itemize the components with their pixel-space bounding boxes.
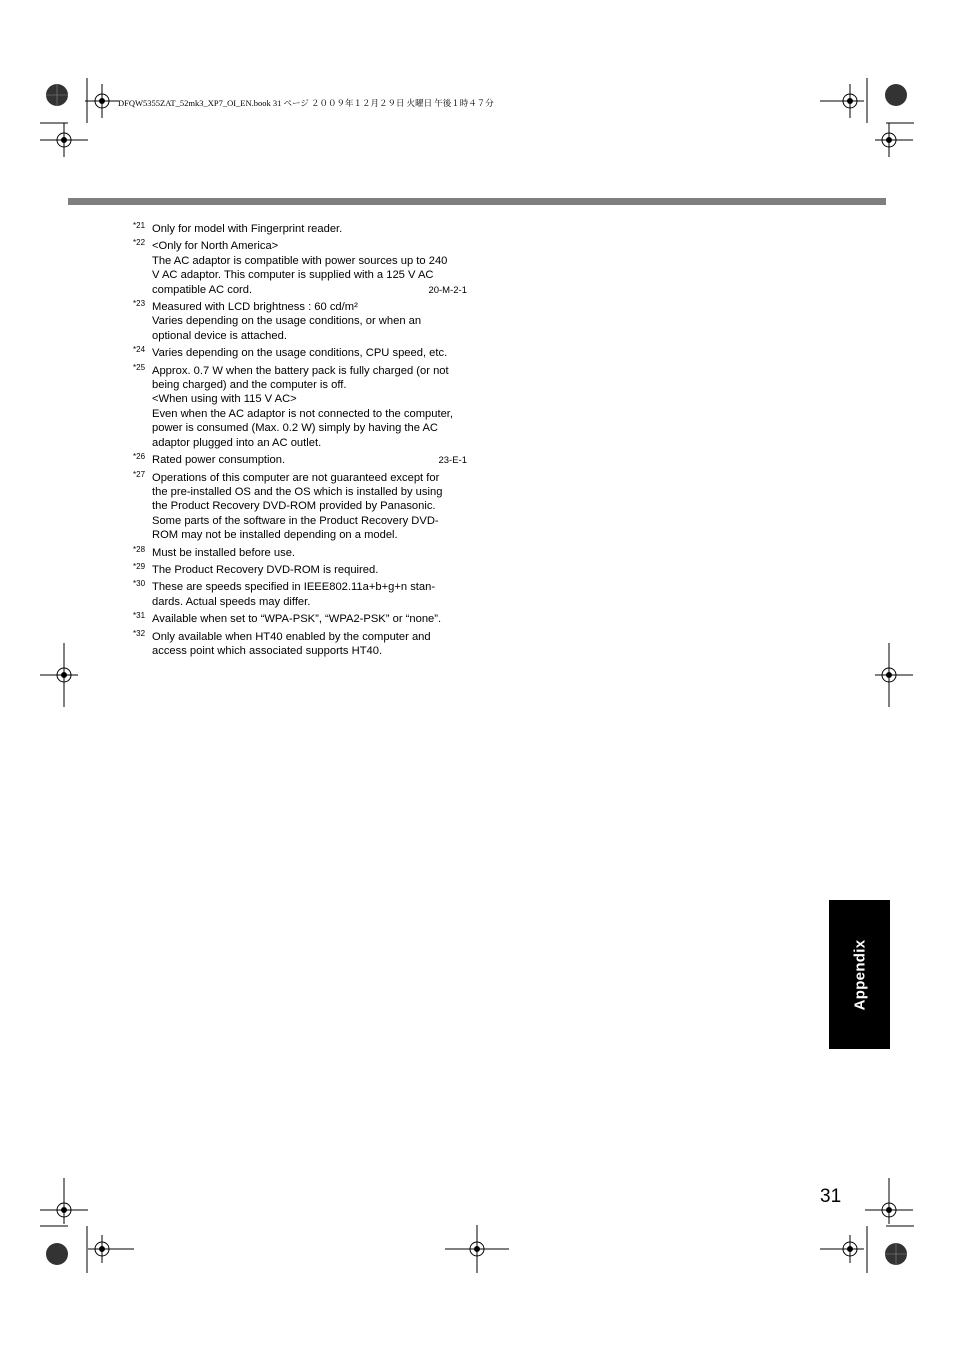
print-info-header: DFQW5355ZAT_52mk3_XP7_OI_EN.book 31 ページ ２００９年１２月２９日 火曜日 午後１時４７分 xyxy=(118,98,494,108)
footnote-item xyxy=(133,563,473,577)
footnote-item xyxy=(133,580,473,609)
footnote-text-line: Must be installed before use. xyxy=(152,546,296,559)
footnote-reference-code: 20-M-2-1 xyxy=(428,284,467,296)
footnote-text-line: ROM may not be installed depending on a model. xyxy=(152,529,398,542)
footnote-text-line: Only available when HT40 enabled by the computer and xyxy=(152,630,431,643)
footnote-number: *32 xyxy=(133,628,146,638)
footnote-number: *28 xyxy=(133,544,146,554)
footnote-text-line: Varies depending on the usage conditions, CPU speed, etc. xyxy=(152,347,448,360)
footnote-text-line: adaptor plugged into an AC outlet. xyxy=(152,436,322,449)
footnote-number: *24 xyxy=(133,345,146,355)
footnote-text-line: The AC adaptor is compatible with power sources up to 240 xyxy=(152,254,448,267)
footnote-text-line: V AC adaptor. This computer is supplied with a 125 V AC xyxy=(152,269,434,282)
footnote-text-line: compatible AC cord. xyxy=(152,283,253,296)
footnote-text-line: access point which associated supports HT40. xyxy=(152,644,383,657)
footnote-item xyxy=(133,453,473,467)
footnote-item xyxy=(133,300,473,343)
footnote-text-line: Varies depending on the usage conditions, or when an xyxy=(152,315,422,328)
footnote-text-line: power is consumed (Max. 0.2 W) simply by having the AC xyxy=(152,422,439,435)
footnote-text-line: Measured with LCD brightness : 60 cd/m² xyxy=(152,301,358,314)
footnote-text-line: <Only for North America> xyxy=(152,240,279,253)
footnote-item xyxy=(133,630,473,659)
footnote-text-line: being charged) and the computer is off. xyxy=(152,379,347,392)
footnote-text-line: dards. Actual speeds may differ. xyxy=(152,595,311,608)
footnotes-list xyxy=(133,222,473,661)
footnote-text-line: the Product Recovery DVD-ROM provided by Panasonic. xyxy=(152,500,436,513)
footnote-item xyxy=(133,222,473,236)
footnote-text-line: Only for model with Fingerprint reader. xyxy=(152,223,343,235)
footnote-text-line: The Product Recovery DVD-ROM is required. xyxy=(152,563,379,576)
footnote-number: *30 xyxy=(133,579,146,589)
footnote-number: *27 xyxy=(133,469,146,479)
footnote-text-line: Rated power consumption. xyxy=(152,454,286,467)
footnote-item xyxy=(133,239,473,297)
section-tab xyxy=(829,900,890,1049)
header-rule xyxy=(68,198,886,205)
footnote-text-line: the pre-installed OS and the OS which is installed by using xyxy=(152,485,443,498)
footnote-number: *22 xyxy=(133,238,146,248)
footnote-number: *26 xyxy=(133,452,146,462)
footnote-text-line: Operations of this computer are not guaranteed except for xyxy=(152,471,440,484)
footnote-item xyxy=(133,364,473,450)
footnote-item xyxy=(133,346,473,360)
page-number: 31 xyxy=(820,1186,842,1207)
footnote-number: *21 xyxy=(133,221,146,230)
footnote-text-line: Approx. 0.7 W when the battery pack is fully charged (or not xyxy=(152,364,449,377)
footnote-number: *23 xyxy=(133,299,146,309)
footnote-number: *29 xyxy=(133,561,146,571)
footnote-text-line: These are speeds specified in IEEE802.11a+b+g+n stan- xyxy=(152,581,436,594)
footnote-text-line: <When using with 115 V AC> xyxy=(152,393,297,406)
footnote-item xyxy=(133,546,473,560)
footnote-text-line: optional device is attached. xyxy=(152,329,287,342)
footnote-item xyxy=(133,612,473,626)
footnote-text-line: Even when the AC adaptor is not connected to the computer, xyxy=(152,407,454,420)
footnote-number: *25 xyxy=(133,362,146,372)
footnote-text-line: Some parts of the software in the Product Recovery DVD- xyxy=(152,514,439,527)
footnote-item xyxy=(133,471,473,543)
footnote-text-line: Available when set to “WPA-PSK”, “WPA2-PSK” or “none”. xyxy=(152,613,442,626)
footnote-number: *31 xyxy=(133,611,146,621)
footnote-reference-code: 23-E-1 xyxy=(438,455,467,467)
section-tab-label: Appendix xyxy=(851,939,868,1010)
